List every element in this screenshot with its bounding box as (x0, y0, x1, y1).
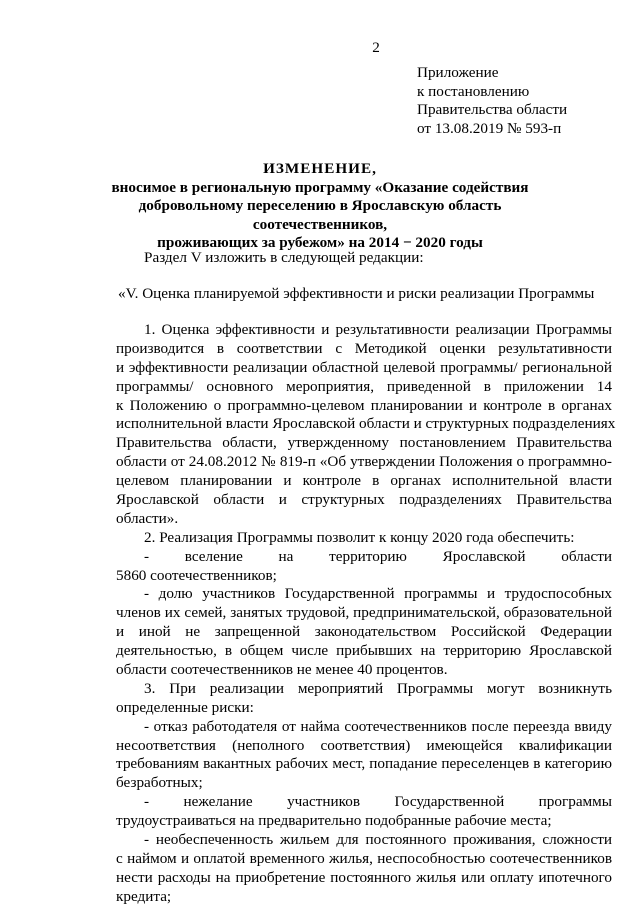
appendix-line: Правительства области (417, 101, 568, 118)
body-line: Ярославской области и структурных подразделениях Правительства (116, 491, 612, 509)
page-number: 2 (372, 39, 380, 56)
body-line: требованиям вакантных рабочих мест, попадание переселенцев в категорию (116, 755, 612, 773)
body-line: безработных; (116, 774, 203, 792)
appendix-line: от 13.08.2019 № 593-п (417, 119, 562, 137)
body-line: - нежелание участников Государственной программы (144, 793, 612, 811)
body-line: производится в соответствии с Методикой оценки результативности (116, 339, 612, 357)
body-line: Правительства области, утвержденному постановлением Правительства (116, 434, 612, 452)
body-line: деятельностью, в общем числе прибывших на территорию Ярославской (116, 642, 612, 660)
body-line: исполнительной власти Ярославской области и структурных подразделениях (116, 415, 616, 433)
appendix-block (417, 64, 567, 138)
body-line: нести расходы на приобретение постоянного жилья или оплату ипотечного (116, 868, 612, 886)
body-line: с наймом и оплатой временного жилья, неспособностью соотечественников (116, 849, 612, 867)
title-heading: ИЗМЕНЕНИЕ, (263, 160, 377, 177)
title-line: вносимое в региональную программу «Оказание содействия (111, 178, 529, 196)
appendix-line: к постановлению (417, 82, 530, 100)
body-line: 1. Оценка эффективности и результативности реализации Программы (144, 321, 612, 338)
body-line: - вселение на территорию Ярославской области (144, 547, 612, 565)
intro-paragraph: Раздел V изложить в следующей редакции: (144, 249, 424, 266)
body-line: 3. При реализации мероприятий Программы могут возникнуть (144, 679, 612, 697)
body-line: 2. Реализация Программы позволит к концу 2020 года обеспечить: (144, 528, 575, 546)
body-line: области соотечественников не менее 40 процентов. (116, 661, 448, 679)
body-line: области от 24.08.2012 № 819-п «Об утверждении Положения о программно- (116, 453, 612, 471)
body-line: членов их семей, занятых трудовой, предпринимательской, образовательной (116, 604, 612, 622)
body-line: области». (116, 509, 179, 527)
body-line: и эффективности реализации областной целевой программы/ региональной (116, 358, 612, 376)
body-line: кредита; (116, 887, 172, 905)
body-line: трудоустраиваться на предварительно подобранные рабочие места; (116, 812, 552, 830)
body-line: определенные риски: (116, 698, 254, 716)
body-line: - долю участников Государственной программы и трудоспособных (144, 585, 612, 603)
title-line: добровольному переселению в Ярославскую область соотечественников, (138, 197, 502, 233)
body-text (116, 320, 616, 906)
body-line: - отказ работодателя от найма соотечественников после переезда ввиду (144, 717, 612, 735)
body-line: и иной не запрещенной законодательством Российской Федерации (116, 623, 612, 641)
body-line: целевом планировании и контроле в органах исполнительной власти (116, 472, 612, 490)
body-line: - необеспеченность жильем для постоянного проживания, сложности (144, 831, 612, 849)
body-line: программы/ основного мероприятия, приведенной в приложении 14 (116, 377, 612, 395)
appendix-line: Приложение (417, 64, 499, 81)
body-line: к Положению о программно-целевом планировании и контроле в органах (116, 396, 612, 414)
title-line: проживающих за рубежом» на 2014 − 2020 годы (157, 234, 483, 251)
body-line: 5860 соотечественников; (116, 566, 277, 584)
section-heading: «V. Оценка планируемой эффективности и риски реализации Программы (118, 285, 595, 302)
document-title (100, 160, 540, 253)
body-line: несоответствия (неполного соответствия) имеющейся квалификации (116, 736, 612, 754)
